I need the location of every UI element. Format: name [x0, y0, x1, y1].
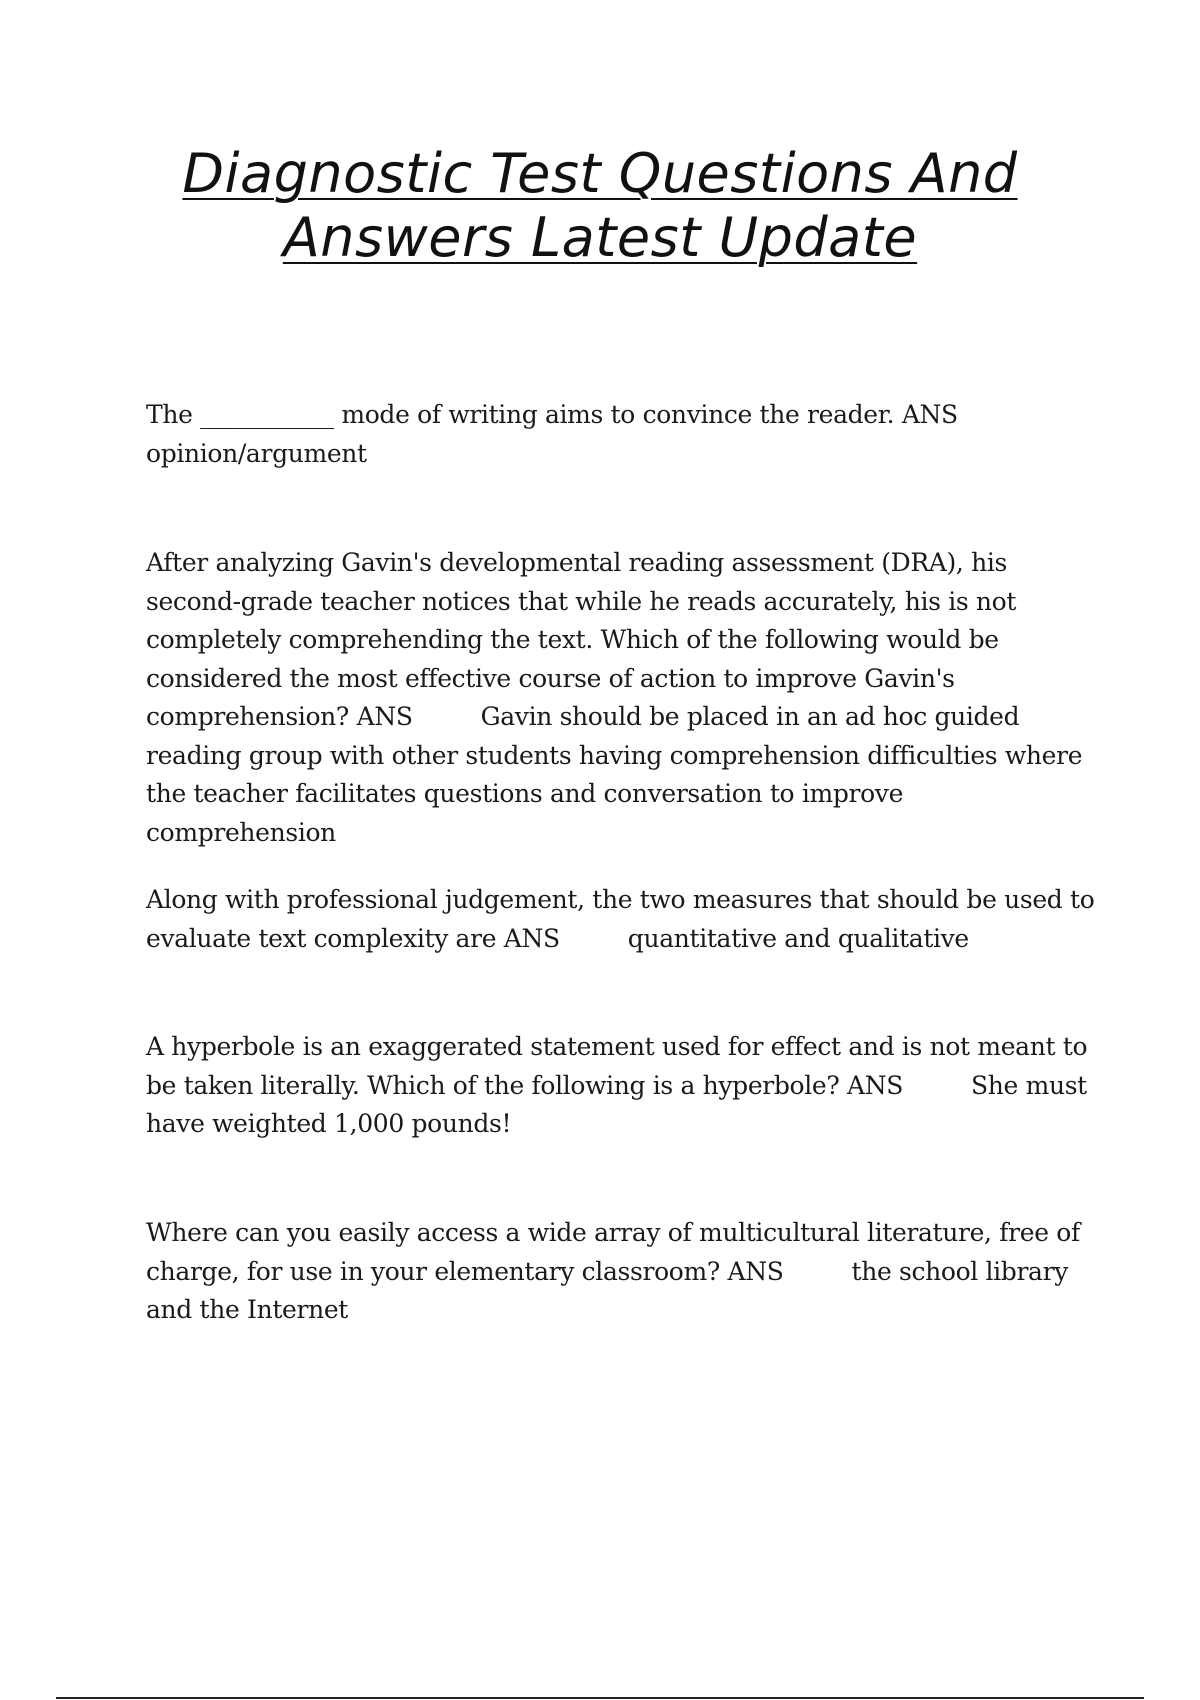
answer-text: quantitative and qualitative	[627, 923, 969, 953]
qa-item-5	[146, 1214, 1096, 1330]
question-text: After analyzing Gavin's developmental reading assessment (DRA), his second-grade teacher notices that while he reads accurately, his is not completely comprehending the text. Which of the following would be considered the most effective course of action to improve Gavin's comprehension?	[146, 548, 1017, 731]
question-text: The ___________ mode of writing aims to convince the reader.	[146, 400, 895, 429]
qa-item-2	[146, 544, 1096, 852]
qa-item-4	[146, 1028, 1096, 1144]
ans-label: ANS	[847, 1070, 904, 1100]
qa-item-1	[146, 396, 1096, 473]
qa-item-3	[146, 881, 1096, 958]
ans-label: ANS	[356, 702, 413, 731]
question-text: Along with professional judgement, the two measures that should be used to evaluate text complexity are	[146, 885, 1095, 953]
answer-text: opinion/argument	[146, 438, 367, 468]
question-text: A hyperbole is an exaggerated statement used for effect and is not meant to be taken literally. Which of the following is a hyperbole?	[146, 1032, 1088, 1100]
answer-text: She must have weighted 1,000 pounds!	[146, 1070, 1087, 1138]
answer-text: Gavin should be placed in an ad hoc guided reading group with other students having comprehension difficulties where the teacher facilitates questions and conversation to improve comprehension	[146, 702, 1083, 847]
ans-label: ANS	[901, 400, 958, 429]
footer-divider	[56, 1697, 1144, 1699]
ans-label: ANS	[727, 1256, 784, 1286]
answer-text: the school library and the Internet	[146, 1256, 1068, 1324]
ans-label: ANS	[503, 923, 560, 953]
title-line-2: Answers Latest Update	[282, 206, 918, 269]
question-text: Where can you easily access a wide array of multicultural literature, free of charge, for use in your elementary classroom?	[146, 1218, 1080, 1286]
title-line-1: Diagnostic Test Questions And	[182, 142, 1018, 205]
page-title	[100, 142, 1100, 270]
